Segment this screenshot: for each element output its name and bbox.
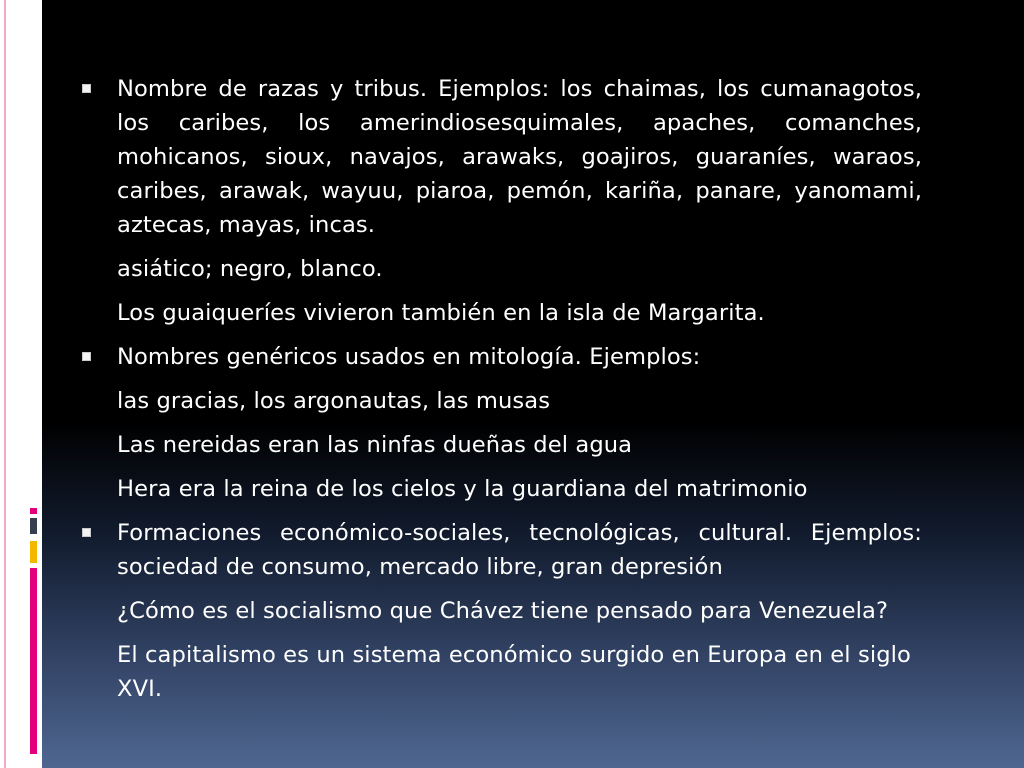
strip-gold-bar — [30, 541, 37, 563]
paragraph-text: ¿Cómo es el socialismo que Chávez tiene pensado para Venezuela? — [117, 598, 889, 624]
square-bullet-icon — [82, 528, 91, 537]
list-item — [117, 340, 922, 374]
strip-pink-bar-top — [30, 508, 37, 514]
paragraph-text: las gracias, los argonautas, las musas — [117, 388, 551, 414]
paragraph-text: asiático; negro, blanco. — [117, 256, 383, 282]
list-item — [117, 252, 922, 286]
list-item — [117, 428, 922, 462]
list-item — [117, 638, 922, 706]
paragraph-text: Los guaiqueríes vivieron también en la isla de Margarita. — [117, 300, 765, 326]
list-item — [117, 384, 922, 418]
list-item — [117, 296, 922, 330]
strip-pink-bar-bottom — [30, 568, 37, 754]
paragraph-text: El capitalismo es un sistema económico surgido en Europa en el siglo XVI. — [117, 642, 911, 702]
paragraph-text: Hera era la reina de los cielos y la guardiana del matrimonio — [117, 476, 808, 502]
paragraph-text: Las nereidas eran las ninfas dueñas del agua — [117, 432, 633, 458]
paragraph-text: Formaciones económico-sociales, tecnológicas, cultural. Ejemplos: sociedad de consumo, mercado libre, gran depresión — [117, 520, 922, 580]
strip-dark-bar — [30, 518, 37, 534]
square-bullet-icon — [82, 352, 91, 361]
square-bullet-icon — [82, 84, 91, 93]
slide-content — [117, 72, 922, 716]
list-item — [117, 472, 922, 506]
list-item — [117, 72, 922, 242]
list-item — [117, 516, 922, 584]
strip-pink-line — [4, 0, 6, 768]
paragraph-text: Nombre de razas y tribus. Ejemplos: los chaimas, los cumanagotos, los caribes, los amerindiosesquimales, apaches, comanches, mohicanos, sioux, navajos, arawaks, goajiros, guaraníes, waraos, caribes, arawak, wayuu, piaroa, pemón, kariña, panare, yanomami, aztecas, mayas, incas. — [117, 76, 922, 238]
list-item — [117, 594, 922, 628]
left-decorative-strip — [0, 0, 42, 768]
paragraph-text: Nombres genéricos usados en mitología. Ejemplos: — [117, 344, 701, 370]
